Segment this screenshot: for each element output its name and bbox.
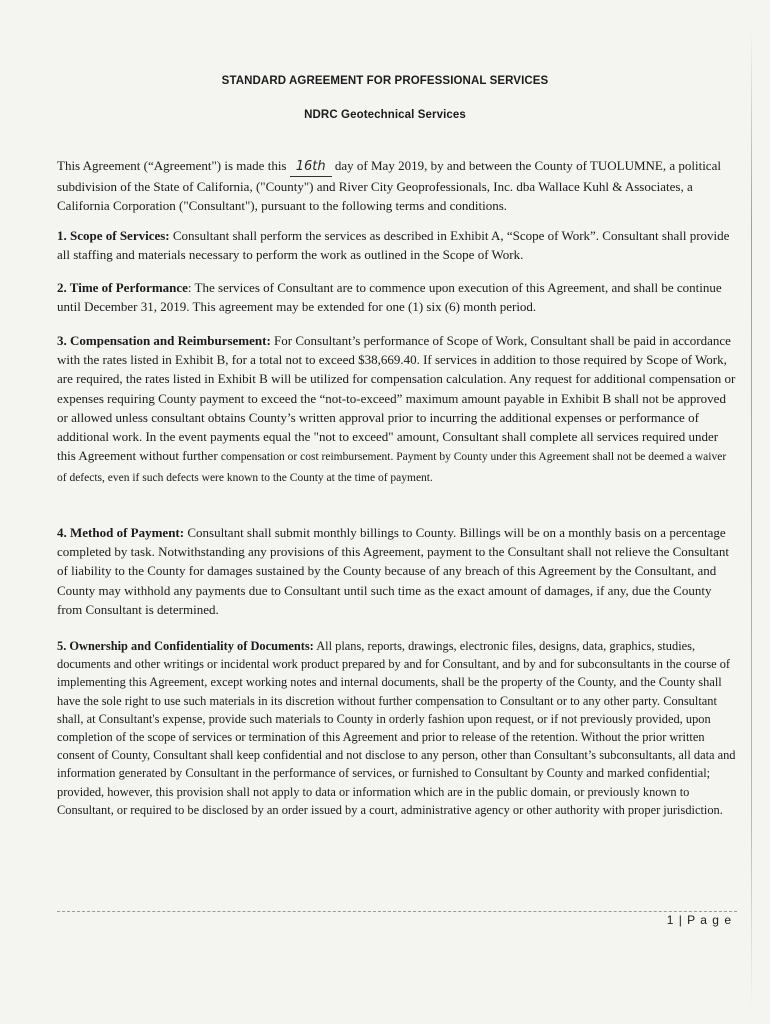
section-heading: 3. Compensation and Reimbursement: [57, 333, 271, 348]
scan-edge-line [751, 30, 752, 1010]
section-small-text: compensation or cost reimbursement. Payment by County under this Agreement shall not be deemed a waiver of defects, even if such defects were known to the County at the time of payment. [57, 451, 727, 485]
section-text: Consultant shall perform the services as described in Exhibit A, “Scope of Work”. Consultant shall provide all staffing and materials necessary to perform the work as outlined in the Scope of Work. [57, 228, 730, 263]
page-number: 1 | P a g e [666, 913, 732, 927]
section-heading: 4. Method of Payment: [57, 525, 185, 540]
section-method-of-payment [57, 523, 738, 619]
section-text: : The services of Consultant are to commence upon execution of this Agreement, and shall be continue until December 31, 2019. This agreement may be extended for one (1) six (6) month period. [57, 280, 722, 315]
section-heading: 5. Ownership and Confidentiality of Documents: [57, 639, 314, 653]
section-scope-of-services [57, 226, 738, 264]
section-compensation [57, 331, 738, 489]
footer-divider [57, 911, 737, 912]
intro-text-after: day of May 2019, by and between the County of TUOLUMNE, a political subdivision of the State of California, ("County") and River City Geoprofessionals, Inc. dba Wallace Kuhl & Associates, a California Corporation ("Consultant"), pursuant to the following terms and conditions. [57, 158, 721, 214]
intro-text-before: This Agreement (“Agreement") is made this [57, 158, 287, 173]
section-ownership-confidentiality [57, 637, 738, 819]
section-heading: 2. Time of Performance [57, 280, 188, 295]
section-time-of-performance [57, 278, 738, 316]
handwritten-day: 16th [290, 157, 332, 177]
document-title: STANDARD AGREEMENT FOR PROFESSIONAL SERVICES [221, 75, 549, 87]
document-subtitle: NDRC Geotechnical Services [304, 109, 466, 121]
section-heading: 1. Scope of Services: [57, 228, 170, 243]
section-text: For Consultant’s performance of Scope of Work, Consultant shall be paid in accordance with the rates listed in Exhibit B, for a total not to exceed $38,669.40. If services in addition to those required by Scope of Work, are required, the rates listed in Exhibit B will be utilized for compensation calculation. Any request for additional compensation or expenses requiring County payment to exceed the “not-to-exceed” maximum amount payable in Exhibit B shall not be approved or allowed unless consultant obtains County’s written approval prior to incurring the additional expenses or performance of additional work. In the event payments equal the "not to exceed" amount, Consultant shall complete all services required under this Agreement without further [57, 333, 736, 464]
intro-paragraph [57, 156, 738, 216]
section-text: All plans, reports, drawings, electronic files, designs, data, graphics, studies, documents and other writings or incidental work product prepared by and for Consultant, and by and for subconsultants in the course of implementing this Agreement, except working notes and internal documents, shall be the property of the County, and the County shall have the sole right to use such materials in its discretion without further compensation to Consultant or to any other party. Consultant shall, at Consultant's expense, provide such materials to County in orderly fashion upon request, or if not previously provided, upon completion of the scope of services or termination of this Agreement and prior to release of the retention. Without the prior written consent of County, Consultant shall keep confidential and not disclose to any person, other than Consultant’s subconsultants, all data and information generated by Consultant in the performance of services, or furnished to Consultant by County and marked confidential; provided, however, this provision shall not apply to data or information which are in the public domain, or previously known to Consultant, or required to be disclosed by an order issued by a court, administrative agency or other authority with proper jurisdiction. [57, 639, 736, 817]
section-text: Consultant shall submit monthly billings to County. Billings will be on a monthly basis on a percentage completed by task. Notwithstanding any provisions of this Agreement, payment to the Consultant shall not relieve the Consultant of liability to the County for damages sustained by the County because of any breach of this Agreement by the Consultant, and County may withhold any payments due to Consultant until such time as the exact amount of damages, if any, due the County from Consultant is determined. [57, 525, 729, 617]
